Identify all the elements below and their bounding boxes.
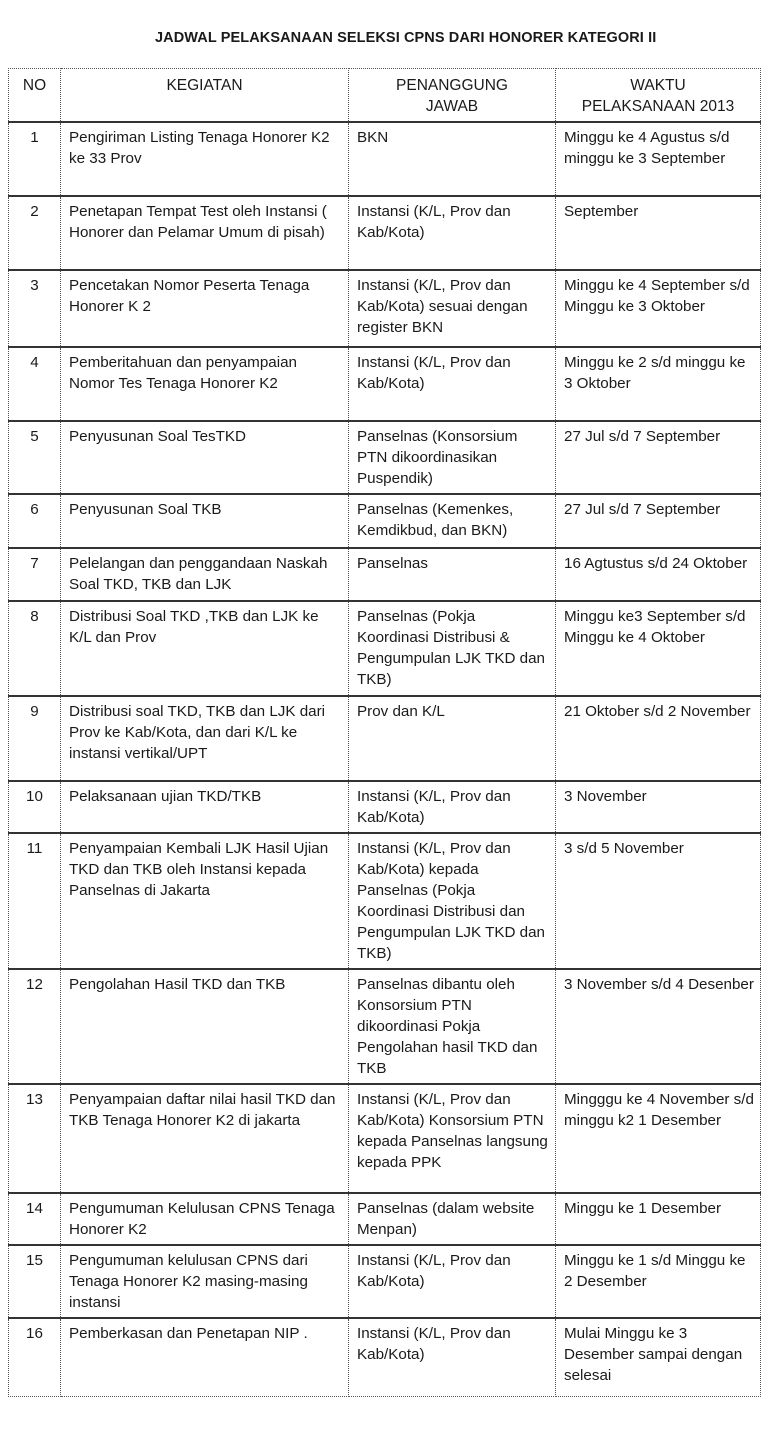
- cell-waktu: 21 Oktober s/d 2 November: [556, 696, 761, 781]
- cell-waktu: 3 November s/d 4 Desenber: [556, 969, 761, 1084]
- cell-kegiatan: Pelaksanaan ujian TKD/TKB: [61, 781, 349, 833]
- cell-waktu: September: [556, 196, 761, 270]
- cell-no: 10: [9, 781, 61, 833]
- table-row: [9, 548, 761, 601]
- table-row: [9, 196, 761, 270]
- cell-kegiatan: Pemberitahuan dan penyampaian Nomor Tes Tenaga Honorer K2: [61, 347, 349, 421]
- cell-no: 7: [9, 548, 61, 601]
- cell-no: 14: [9, 1193, 61, 1245]
- cell-penanggung-jawab: Panselnas (Konsorsium PTN dikoordinasikan Puspendik): [349, 421, 556, 494]
- cell-waktu: Minggu ke 1 s/d Minggu ke 2 Desember: [556, 1245, 761, 1318]
- cell-penanggung-jawab: Instansi (K/L, Prov dan Kab/Kota): [349, 347, 556, 421]
- cell-no: 12: [9, 969, 61, 1084]
- table-row: [9, 1193, 761, 1245]
- cell-no: 4: [9, 347, 61, 421]
- cell-no: 16: [9, 1318, 61, 1396]
- cell-penanggung-jawab: Panselnas (dalam website Menpan): [349, 1193, 556, 1245]
- cell-kegiatan: Distribusi Soal TKD ,TKB dan LJK ke K/L dan Prov: [61, 601, 349, 696]
- cell-penanggung-jawab: BKN: [349, 122, 556, 196]
- cell-waktu: Minggu ke 2 s/d minggu ke 3 Oktober: [556, 347, 761, 421]
- cell-no: 5: [9, 421, 61, 494]
- cell-waktu: Minggu ke 4 September s/d Minggu ke 3 Oktober: [556, 270, 761, 347]
- cell-waktu: Mingggu ke 4 November s/d minggu k2 1 Desember: [556, 1084, 761, 1193]
- cell-penanggung-jawab: Instansi (K/L, Prov dan Kab/Kota) sesuai dengan register BKN: [349, 270, 556, 347]
- cell-no: 13: [9, 1084, 61, 1193]
- header-waktu-line2: PELAKSANAAN 2013: [581, 98, 735, 115]
- cell-waktu: 27 Jul s/d 7 September: [556, 421, 761, 494]
- cell-no: 15: [9, 1245, 61, 1318]
- cell-penanggung-jawab: Instansi (K/L, Prov dan Kab/Kota) Konsorsium PTN kepada Panselnas langsung kepada PPK: [349, 1084, 556, 1193]
- cell-no: 6: [9, 494, 61, 548]
- cell-penanggung-jawab: Instansi (K/L, Prov dan Kab/Kota): [349, 196, 556, 270]
- cell-waktu: 16 Agtustus s/d 24 Oktober: [556, 548, 761, 601]
- cell-kegiatan: Pengumuman Kelulusan CPNS Tenaga Honorer K2: [61, 1193, 349, 1245]
- cell-penanggung-jawab: Panselnas (Kemenkes, Kemdikbud, dan BKN): [349, 494, 556, 548]
- header-row: [9, 69, 761, 123]
- cell-kegiatan: Penyampaian daftar nilai hasil TKD dan TKB Tenaga Honorer K2 di jakarta: [61, 1084, 349, 1193]
- table-row: [9, 270, 761, 347]
- header-penanggung-line2: JAWAB: [425, 98, 479, 115]
- cell-kegiatan: Penyusunan Soal TKB: [61, 494, 349, 548]
- cell-kegiatan: Pencetakan Nomor Peserta Tenaga Honorer K 2: [61, 270, 349, 347]
- header-no: NO: [9, 69, 61, 123]
- cell-no: 1: [9, 122, 61, 196]
- cell-kegiatan: Pelelangan dan penggandaan Naskah Soal TKD, TKB dan LJK: [61, 548, 349, 601]
- cell-no: 9: [9, 696, 61, 781]
- cell-penanggung-jawab: Panselnas: [349, 548, 556, 601]
- header-penanggung-line1: PENANGGUNG: [396, 77, 508, 94]
- cell-penanggung-jawab: Prov dan K/L: [349, 696, 556, 781]
- cell-kegiatan: Penetapan Tempat Test oleh Instansi ( Honorer dan Pelamar Umum di pisah): [61, 196, 349, 270]
- cell-waktu: Minggu ke 4 Agustus s/d minggu ke 3 September: [556, 122, 761, 196]
- table-body: [9, 122, 761, 1396]
- cell-penanggung-jawab: Instansi (K/L, Prov dan Kab/Kota): [349, 1245, 556, 1318]
- page-title: JADWAL PELAKSANAAN SELEKSI CPNS DARI HONORER KATEGORI II: [155, 30, 657, 46]
- cell-no: 8: [9, 601, 61, 696]
- table-row: [9, 421, 761, 494]
- cell-no: 2: [9, 196, 61, 270]
- schedule-table: [8, 68, 761, 1397]
- table-row: [9, 1245, 761, 1318]
- table-row: [9, 969, 761, 1084]
- cell-penanggung-jawab: Instansi (K/L, Prov dan Kab/Kota) kepada Panselnas (Pokja Koordinasi Distribusi dan Pengumpulan LJK TKD dan TKB): [349, 833, 556, 969]
- cell-penanggung-jawab: Instansi (K/L, Prov dan Kab/Kota): [349, 781, 556, 833]
- table-row: [9, 696, 761, 781]
- table-header: [9, 69, 761, 123]
- header-penanggung-jawab: [349, 69, 556, 123]
- cell-penanggung-jawab: Panselnas dibantu oleh Konsorsium PTN dikoordinasi Pokja Pengolahan hasil TKD dan TKB: [349, 969, 556, 1084]
- cell-waktu: Mulai Minggu ke 3 Desember sampai dengan selesai: [556, 1318, 761, 1396]
- table-row: [9, 781, 761, 833]
- cell-waktu: 3 s/d 5 November: [556, 833, 761, 969]
- table-row: [9, 494, 761, 548]
- header-waktu-pelaksanaan: [556, 69, 761, 123]
- cell-waktu: 27 Jul s/d 7 September: [556, 494, 761, 548]
- table-row: [9, 601, 761, 696]
- cell-no: 11: [9, 833, 61, 969]
- table-row: [9, 347, 761, 421]
- table-row: [9, 833, 761, 969]
- cell-waktu: Minggu ke 1 Desember: [556, 1193, 761, 1245]
- cell-waktu: Minggu ke3 September s/d Minggu ke 4 Oktober: [556, 601, 761, 696]
- cell-no: 3: [9, 270, 61, 347]
- cell-penanggung-jawab: Panselnas (Pokja Koordinasi Distribusi & Pengumpulan LJK TKD dan TKB): [349, 601, 556, 696]
- header-kegiatan: KEGIATAN: [61, 69, 349, 123]
- cell-waktu: 3 November: [556, 781, 761, 833]
- cell-kegiatan: Distribusi soal TKD, TKB dan LJK dari Prov ke Kab/Kota, dan dari K/L ke instansi vertikal/UPT: [61, 696, 349, 781]
- cell-kegiatan: Pengolahan Hasil TKD dan TKB: [61, 969, 349, 1084]
- table-row: [9, 1318, 761, 1396]
- cell-kegiatan: Pengiriman Listing Tenaga Honorer K2 ke 33 Prov: [61, 122, 349, 196]
- table-row: [9, 1084, 761, 1193]
- cell-penanggung-jawab: Instansi (K/L, Prov dan Kab/Kota): [349, 1318, 556, 1396]
- cell-kegiatan: Penyampaian Kembali LJK Hasil Ujian TKD dan TKB oleh Instansi kepada Panselnas di Jakarta: [61, 833, 349, 969]
- cell-kegiatan: Pemberkasan dan Penetapan NIP .: [61, 1318, 349, 1396]
- cell-kegiatan: Penyusunan Soal TesTKD: [61, 421, 349, 494]
- cell-kegiatan: Pengumuman kelulusan CPNS dari Tenaga Honorer K2 masing-masing instansi: [61, 1245, 349, 1318]
- table-row: [9, 122, 761, 196]
- header-waktu-line1: WAKTU: [630, 77, 686, 94]
